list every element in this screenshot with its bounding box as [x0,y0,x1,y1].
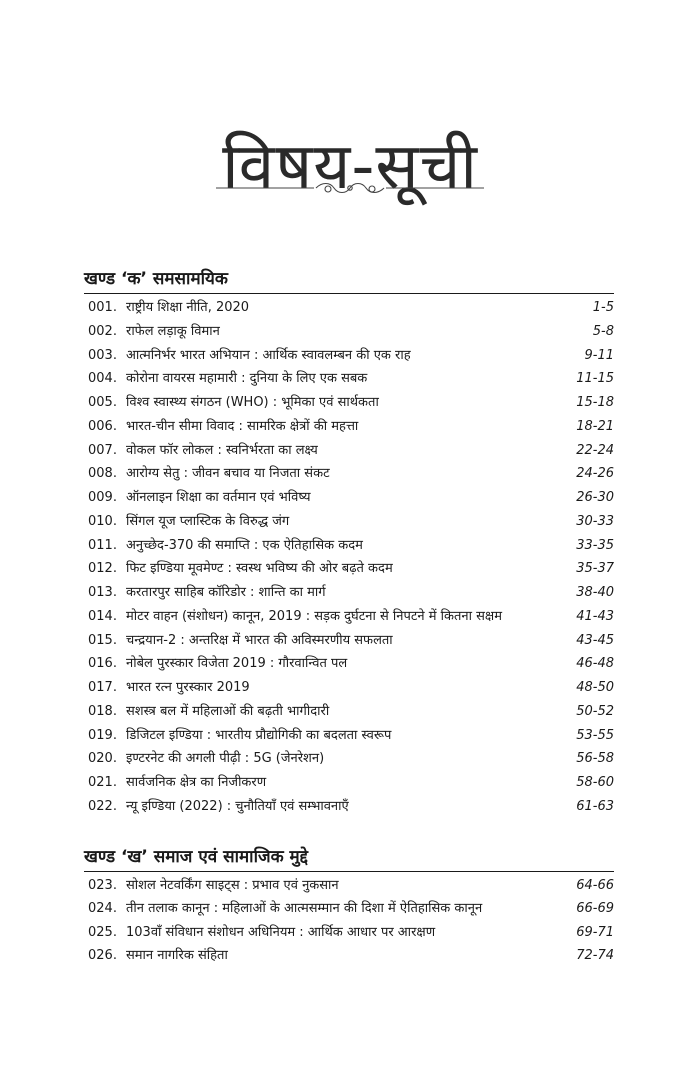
entry-title: आत्मनिर्भर भारत अभियान : आर्थिक स्वावलम्बन की एक राह [126,347,411,363]
toc-entry [88,344,614,368]
entry-number: 013. [88,585,117,600]
entry-title: सार्वजनिक क्षेत्र का निजीकरण [126,775,267,790]
ornamental-divider [216,180,484,196]
entry-number: 006. [88,418,117,434]
entry-number: 003. [88,347,117,363]
toc-entry [88,486,614,510]
entry-title: कोरोना वायरस महामारी : दुनिया के लिए एक सबक [126,371,368,387]
entry-number: 001. [88,300,117,315]
entry-pages: 30-33 [576,513,614,529]
entry-title: इण्टरनेट की अगली पीढ़ी : 5G (जेनरेशन) [126,751,325,767]
entry-pages: 1-5 [592,300,614,315]
toc-entry [88,897,614,920]
entry-title: आरोग्य सेतु : जीवन बचाव या निजता संकट [126,466,330,482]
entry-pages: 15-18 [576,395,614,410]
entry-pages: 64-66 [576,878,614,893]
entry-pages: 46-48 [576,656,614,672]
entry-title: करतारपुर साहिब कॉरिडोर : शान्ति का मार्ग [126,585,326,600]
flourish-icon [316,184,384,193]
toc-entry [88,944,614,967]
toc-entry [88,510,614,534]
toc-entry [88,795,614,819]
toc-entry [88,534,614,558]
entry-number: 020. [88,751,117,767]
entry-number: 018. [88,703,117,719]
entry-title: भारत रत्न पुरस्कार 2019 [126,680,250,695]
entry-pages: 58-60 [576,775,614,790]
entry-pages: 53-55 [576,727,614,743]
entry-number: 010. [88,513,117,529]
entry-number: 008. [88,466,117,482]
section-heading-kha: खण्ड ‘ख’ समाज एवं सामाजिक मुद्दे [84,847,308,867]
entry-pages: 61-63 [576,798,614,814]
entry-pages: 35-37 [576,561,614,577]
toc-list-ka [88,296,614,819]
entry-pages: 50-52 [576,703,614,719]
section-rule-kha [84,871,614,872]
entry-number: 021. [88,775,117,790]
entry-pages: 24-26 [576,466,614,482]
entry-pages: 72-74 [576,947,614,963]
entry-title: राष्ट्रीय शिक्षा नीति, 2020 [126,300,250,315]
entry-pages: 26-30 [576,490,614,505]
toc-entry [88,320,614,344]
entry-pages: 33-35 [576,537,614,553]
entry-title: ऑनलाइन शिक्षा का वर्तमान एवं भविष्य [126,490,311,505]
entry-pages: 22-24 [576,442,614,458]
entry-number: 017. [88,680,117,695]
toc-entry [88,771,614,795]
entry-title: नोबेल पुरस्कार विजेता 2019 : गौरवान्वित पल [126,656,348,672]
entry-number: 005. [88,395,117,410]
toc-entry [88,605,614,629]
entry-pages: 43-45 [576,632,614,648]
toc-entry [88,391,614,415]
toc-entry [88,724,614,748]
toc-entry [88,676,614,700]
toc-entry [88,747,614,771]
entry-title: 103वाँ संविधान संशोधन अधिनियम : आर्थिक आधार पर आरक्षण [126,924,436,940]
toc-entry [88,921,614,944]
toc-entry [88,629,614,653]
entry-title: मोटर वाहन (संशोधन) कानून, 2019 : सड़क दुर्घटना से निपटने में कितना सक्षम [126,608,503,624]
entry-number: 011. [88,537,117,553]
entry-number: 019. [88,727,117,743]
entry-title: भारत-चीन सीमा विवाद : सामरिक क्षेत्रों की महत्ता [126,418,359,434]
entry-pages: 69-71 [576,924,614,940]
entry-number: 004. [88,371,117,387]
entry-number: 015. [88,632,117,648]
section-heading-ka: खण्ड ‘क’ समसामयिक [84,269,228,289]
toc-entry [88,296,614,320]
entry-title: सोशल नेटवर्किंग साइट्स : प्रभाव एवं नुकसान [126,878,339,893]
entry-title: तीन तलाक कानून : महिलाओं के आत्मसम्मान की दिशा में ऐतिहासिक कानून [126,901,483,917]
entry-title: न्यू इण्डिया (2022) : चुनौतियाँ एवं सम्भावनाएँ [126,798,349,814]
toc-entry [88,439,614,463]
toc-entry [88,367,614,391]
toc-entry [88,652,614,676]
entry-pages: 41-43 [576,608,614,624]
entry-title: फिट इण्डिया मूवमेण्ट : स्वस्थ भविष्य की ओर बढ़ते कदम [126,561,393,577]
entry-pages: 9-11 [584,347,614,363]
entry-number: 009. [88,490,117,505]
entry-pages: 48-50 [576,680,614,695]
entry-title: सशस्त्र बल में महिलाओं की बढ़ती भागीदारी [126,703,330,719]
toc-entry [88,700,614,724]
toc-entry [88,581,614,605]
entry-title: वोकल फॉर लोकल : स्वनिर्भरता का लक्ष्य [126,442,318,458]
entry-pages: 5-8 [592,323,614,339]
entry-pages: 11-15 [576,371,614,387]
entry-number: 025. [88,924,117,940]
section-rule-ka [84,293,614,294]
entry-title: अनुच्छेद-370 की समाप्ति : एक ऐतिहासिक कदम [126,537,363,553]
entry-title: सिंगल यूज प्लास्टिक के विरुद्ध जंग [126,513,290,529]
toc-entry [88,415,614,439]
entry-number: 023. [88,878,117,893]
entry-number: 012. [88,561,117,577]
entry-pages: 18-21 [576,418,614,434]
toc-list-kha [88,874,614,967]
entry-title: चन्द्रयान-2 : अन्तरिक्ष में भारत की अविस्मरणीय सफलता [126,632,393,648]
entry-title: डिजिटल इण्डिया : भारतीय प्रौद्योगिकी का बदलता स्वरूप [126,727,392,743]
entry-title: विश्व स्वास्थ्य संगठन (WHO) : भूमिका एवं सार्थकता [126,395,379,410]
toc-entry [88,557,614,581]
entry-pages: 66-69 [576,901,614,917]
page-title: विषय-सूची [222,129,478,204]
entry-number: 016. [88,656,117,672]
entry-pages: 56-58 [576,751,614,767]
entry-number: 022. [88,798,117,814]
entry-title: राफेल लड़ाकू विमान [126,323,220,339]
entry-title: समान नागरिक संहिता [126,947,228,963]
toc-entry [88,462,614,486]
entry-number: 002. [88,323,117,339]
toc-entry [88,874,614,897]
entry-pages: 38-40 [576,585,614,600]
entry-number: 026. [88,947,117,963]
entry-number: 024. [88,901,117,917]
entry-number: 014. [88,608,117,624]
entry-number: 007. [88,442,117,458]
